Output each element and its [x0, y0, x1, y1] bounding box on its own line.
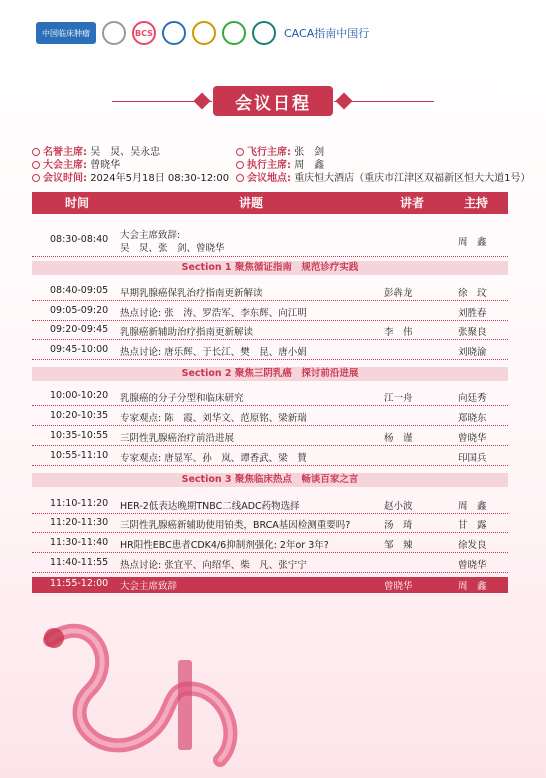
info-venue: 会议地点: 重庆恒大酒店（重庆市江津区双福新区恒大大道1号）	[236, 172, 531, 185]
section-3-banner: Section 3 聚焦临床热点 畅谈百家之言	[32, 473, 508, 487]
divider	[334, 101, 434, 102]
table-row: 08:40-09:05 早期乳腺癌保乳治疗指南更新解读 彭犇龙 徐 玟	[32, 285, 508, 301]
col-topic: 讲题	[238, 196, 263, 210]
caca-logo	[252, 21, 276, 45]
bcs-logo: BCS	[132, 21, 156, 45]
table-row: 11:10-11:20 HER-2低表达晚期TNBC二线ADC药物选择 赵小波 周 鑫	[32, 498, 508, 514]
info-time: 会议时间: 2024年5月18日 08:30-12:00	[32, 172, 229, 185]
info-hon: 名誉主席: 吴 炅、吴永忠	[32, 146, 160, 159]
person-icon	[236, 161, 244, 169]
diamond-icon	[194, 93, 211, 110]
logo-circle	[162, 21, 186, 45]
person-icon	[32, 161, 40, 169]
person-icon	[236, 148, 244, 156]
table-header	[32, 192, 508, 214]
logo-circle	[102, 21, 126, 45]
person-icon	[32, 148, 40, 156]
closing-row: 11:55-12:00 大会主席致辞 曾晓华 周 鑫	[32, 577, 508, 593]
table-row: 10:00-10:20 乳腺癌的分子分型和临床研究 江一舟 向廷秀	[32, 390, 508, 406]
logo-circle	[222, 21, 246, 45]
logo-badge: 中国临床肿瘤	[36, 22, 96, 44]
col-host: 主持	[463, 196, 488, 210]
table-row: 11:40-11:55 热点讨论: 张宜平、向绍华、柴 凡、张宁宁 曾晓华	[32, 557, 508, 573]
table-row: 09:20-09:45 乳腺癌新辅助治疗指南更新解读 李 伟 张聚良	[32, 324, 508, 340]
table-row: 10:35-10:55 三阴性乳腺癌治疗前沿进展 杨 谨 曾晓华	[32, 430, 508, 446]
logo-circle	[192, 21, 216, 45]
page-title: 会议日程	[213, 86, 333, 116]
page-title-block	[0, 86, 546, 116]
table-row: 09:05-09:20 热点讨论: 张 涛、罗浩军、李东辉、向江明 刘胜春	[32, 305, 508, 321]
section-1-banner: Section 1 聚焦循证指南 规范诊疗实践	[32, 261, 508, 275]
dragon-illustration	[30, 600, 260, 770]
sponsor-logos	[36, 18, 369, 48]
table-row: 10:55-11:10 专家观点: 唐显军、孙 岚、谭香武、梁 賛 印国兵	[32, 450, 508, 466]
location-icon	[236, 174, 244, 182]
table-row: 09:45-10:00 热点讨论: 唐乐辉、于长江、樊 昆、唐小娟 刘晓渝	[32, 344, 508, 360]
col-time: 时间	[64, 196, 89, 210]
info-exec: 执行主席: 周 鑫	[236, 159, 324, 172]
table-row: 11:30-11:40 HR阳性EBC患者CDK4/6抑制剂强化: 2年or 3年? 邹 辣 徐发良	[32, 537, 508, 553]
section-2-banner: Section 2 聚焦三阴乳癌 探讨前沿进展	[32, 367, 508, 381]
brand-text: CACA指南中国行	[284, 27, 370, 40]
table-row: 10:20-10:35 专家观点: 陈 霞、刘华文、范原铭、梁新瑞 郑晓东	[32, 410, 508, 426]
info-conf: 大会主席: 曾晓华	[32, 159, 120, 172]
col-speaker: 讲者	[399, 196, 424, 210]
table-row: 08:30-08:40 大会主席致辞: 吴 炅、张 剑、曾晓华 周 鑫	[32, 226, 508, 257]
info-fly: 飞行主席: 张 剑	[236, 146, 324, 159]
table-row: 11:20-11:30 三阴性乳腺癌新辅助使用铂类，BRCA基因检测重要吗? 汤 琦 甘 露	[32, 517, 508, 533]
clock-icon	[32, 174, 40, 182]
